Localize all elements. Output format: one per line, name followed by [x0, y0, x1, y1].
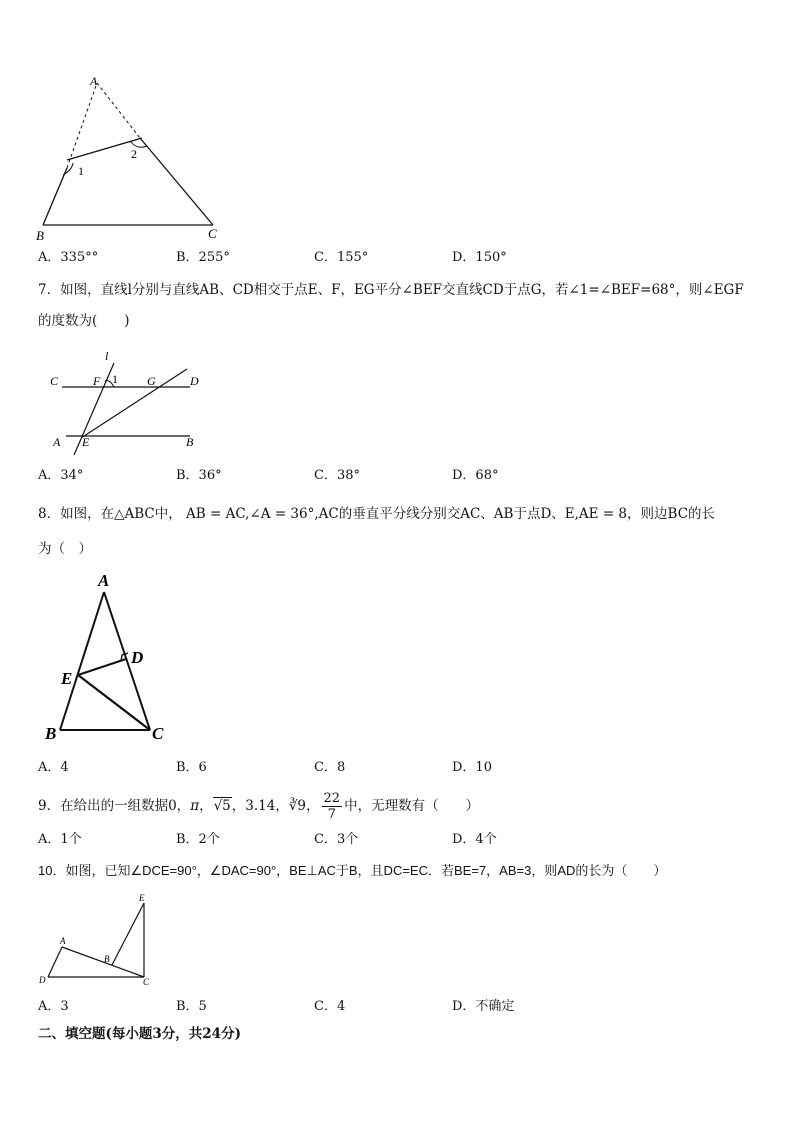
q6-option-b: B．255° — [176, 250, 230, 265]
q6-line-ac-lower — [140, 138, 213, 225]
q8-label-a: A — [98, 571, 110, 590]
q6-line-ba-lower — [43, 168, 67, 225]
q10-option-c: C．4 — [314, 999, 346, 1014]
q9-option-d: D．4个 — [452, 832, 497, 847]
q9-cbrt9: ∛9 — [288, 798, 307, 814]
q9-frac-num: 22 — [323, 791, 341, 806]
q7-option-b: B．36° — [176, 468, 222, 483]
q6-option-d: D．150° — [452, 250, 507, 265]
q9-sep3: ， — [306, 798, 320, 814]
q8-label-e: E — [61, 669, 73, 688]
q8-line-ec — [78, 675, 150, 730]
q7-stem-line1: 7．如图，直线l分别与直线AB、CD相交于点E、F，EG平分∠BEF交直线CD于点G，若∠1=∠BEF=68°，则∠EGF — [38, 282, 744, 298]
q10-label-e: E — [139, 893, 145, 903]
q7-label-l: l — [105, 349, 109, 363]
q8-line-ed — [78, 659, 126, 675]
q7-label-a: A — [53, 435, 61, 449]
q10-figure — [34, 890, 164, 990]
q10-line-be — [112, 903, 144, 965]
q9-option-c: C．3个 — [314, 832, 359, 847]
q10-label-a: A — [60, 936, 66, 946]
q8-label-b: B — [45, 724, 57, 743]
q7-option-a: A．34° — [38, 468, 84, 483]
q7-label-e: E — [82, 435, 90, 449]
q9-stem — [38, 790, 479, 822]
q8-label-d: D — [131, 648, 144, 667]
q6-label-a: A — [90, 74, 98, 88]
q10-stem: 10．如图，已知∠DCE=90°，∠DAC=90°，BE⊥AC于B，且DC=EC．若BE=7，AB=3，则AD的长为（ ） — [38, 863, 667, 878]
q8-option-a: A．4 — [38, 760, 69, 775]
q6-option-c: C．155° — [314, 250, 369, 265]
q10-label-c: C — [143, 977, 150, 987]
q8-option-d: D．10 — [452, 760, 492, 775]
q7-option-d: D．68° — [452, 468, 499, 483]
q9-sep2: ，3.14， — [231, 798, 289, 814]
q8-option-c: C．8 — [314, 760, 346, 775]
q10-option-b: B．5 — [176, 999, 207, 1014]
q7-stem-line2: 的度数为( ) — [38, 313, 130, 329]
q8-label-c: C — [152, 724, 164, 743]
q10-label-b: B — [104, 954, 110, 964]
q10-label-d: D — [39, 975, 46, 985]
q6-line-ac-dashed — [97, 83, 140, 138]
q9-prefix: 9．在给出的一组数据0， — [38, 798, 191, 814]
q8-stem-line1: 8．如图，在△ABC中， AB = AC,∠A = 36°,AC的垂直平分线分别交AC、AB于点D、E,AE = 8，则边BC的长 — [38, 506, 716, 522]
q10-line-ac — [62, 947, 144, 977]
q8-figure — [40, 568, 180, 746]
q9-sqrt5: √5 — [213, 798, 231, 814]
q7-label-f: F — [93, 374, 101, 388]
q6-option-a: A．335°° — [38, 250, 99, 265]
q10-option-d: D．不确定 — [452, 999, 515, 1014]
q9-option-b: B．2个 — [176, 832, 220, 847]
q8-line-ab — [60, 592, 104, 730]
q6-label-c: C — [208, 226, 217, 241]
q7-label-1: 1 — [112, 372, 118, 386]
q6-label-1: 1 — [78, 164, 84, 178]
q8-stem-line2: 为（ ） — [38, 541, 92, 557]
q7-label-b: B — [186, 435, 194, 449]
q9-option-a: A．1个 — [38, 832, 82, 847]
q7-option-c: C．38° — [314, 468, 360, 483]
q10-line-da — [48, 947, 62, 977]
q9-suffix: 中，无理数有（ ） — [344, 798, 480, 814]
q8-option-b: B．6 — [176, 760, 207, 775]
q7-label-g: G — [147, 374, 156, 388]
q7-figure — [44, 345, 214, 455]
q6-label-b: B — [36, 228, 44, 243]
q10-option-a: A．3 — [38, 999, 69, 1014]
q6-figure — [30, 72, 230, 244]
section-2-heading: 二、填空题(每小题3分，共24分) — [38, 1026, 241, 1042]
q9-fraction — [322, 791, 343, 822]
q9-frac-den: 7 — [327, 807, 336, 822]
q7-label-d: D — [190, 374, 199, 388]
q9-sep1: ， — [199, 798, 213, 814]
q7-label-c: C — [50, 374, 59, 388]
q9-pi: π — [190, 798, 200, 814]
q6-label-2: 2 — [131, 147, 137, 161]
